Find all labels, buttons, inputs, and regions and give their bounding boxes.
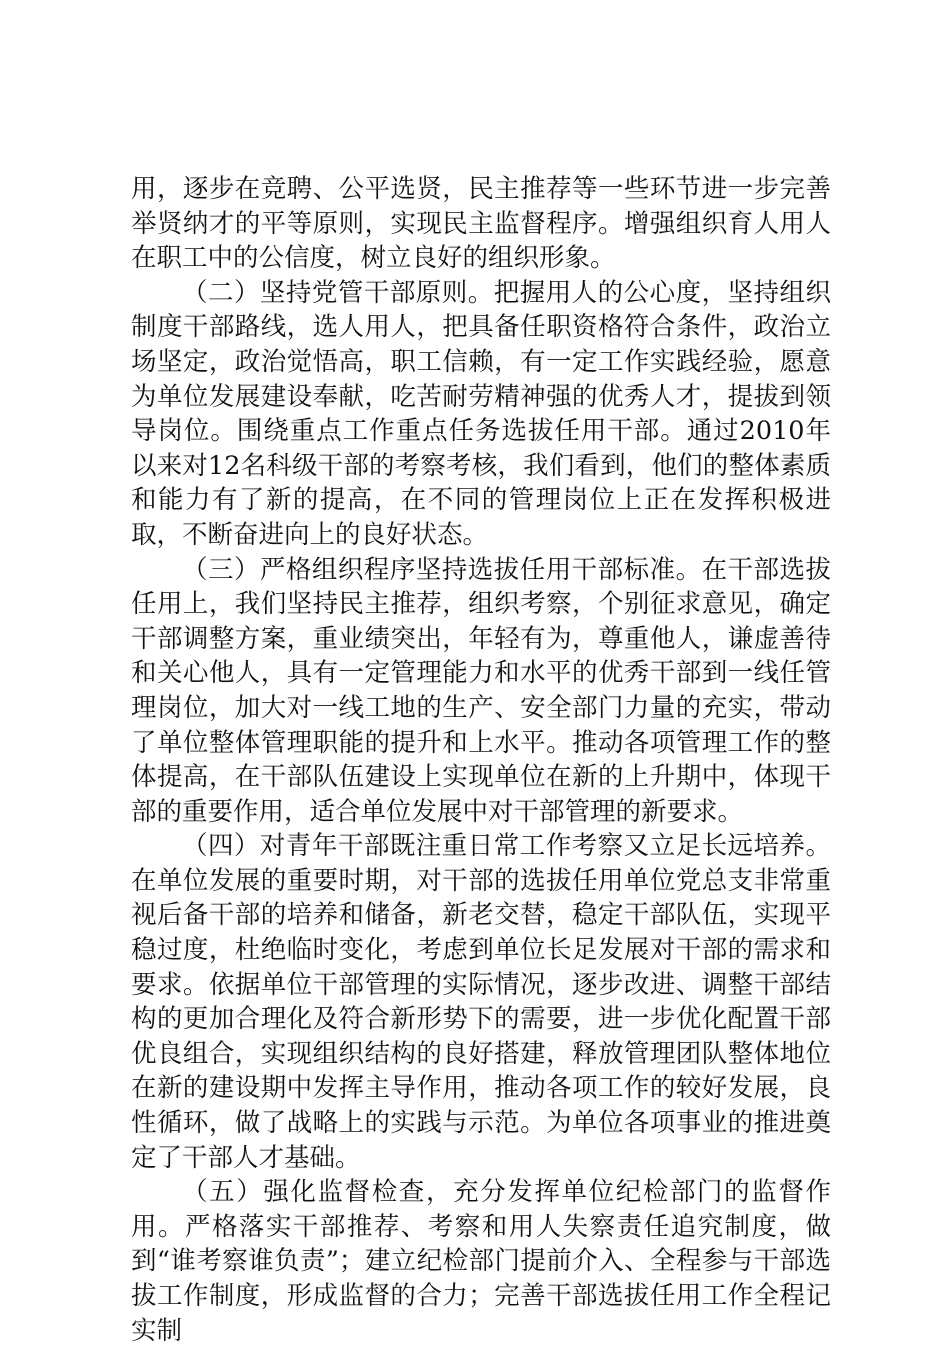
paragraph-section-5: （五）强化监督检查，充分发挥单位纪检部门的监督作用。严格落实干部推荐、考察和用人失察责任追究制度，做到“谁考察谁负责”；建立纪检部门提前介入、全程参与干部选拔工作制度，形成监督的合力；完善干部选拔任用工作全程记实制: [131, 1177, 831, 1346]
paragraph-section-3: （三）严格组织程序坚持选拔任用干部标准。在干部选拔任用上，我们坚持民主推荐，组织考察，个别征求意见，确定干部调整方案，重业绩突出，年轻有为，尊重他人，谦虚善待和关心他人，具有一定管理能力和水平的优秀干部到一线任管理岗位，加大对一线工地的生产、安全部门力量的充实，带动了单位整体管理职能的提升和上水平。推动各项管理工作的整体提高，在干部队伍建设上实现单位在新的上升期中，体现干部的重要作用，适合单位发展中对干部管理的新要求。: [131, 554, 831, 827]
paragraph-section-2: （二）坚持党管干部原则。把握用人的公心度，坚持组织制度干部路线，选人用人，把具备任职资格符合条件，政治立场坚定，政治觉悟高，职工信赖，有一定工作实践经验，愿意为单位发展建设奉献，吃苦耐劳精神强的优秀人才，提拔到领导岗位。围绕重点工作重点任务选拔任用干部。通过2010年以来对12名科级干部的考察考核，我们看到，他们的整体素质和能力有了新的提高，在不同的管理岗位上正在发挥积极进取，不断奋进向上的良好状态。: [131, 277, 831, 550]
paragraph-section-4: （四）对青年干部既注重日常工作考察又立足长远培养。在单位发展的重要时期，对干部的选拔任用单位党总支非常重视后备干部的培养和储备，新老交替，稳定干部队伍，实现平稳过度，杜绝临时变化，考虑到单位长足发展对干部的需求和要求。依据单位干部管理的实际情况，逐步改进、调整干部结构的更加合理化及符合新形势下的需要，进一步优化配置干部优良组合，实现组织结构的良好搭建，释放管理团队整体地位在新的建设期中发挥主导作用，推动各项工作的较好发展，良性循环，做了战略上的实践与示范。为单位各项事业的推进奠定了干部人才基础。: [131, 831, 831, 1173]
paragraph-continuation: 用，逐步在竞聘、公平选贤，民主推荐等一些环节进一步完善举贤纳才的平等原则，实现民主监督程序。增强组织育人用人在职工中的公信度，树立良好的组织形象。: [131, 174, 831, 274]
document-body: [131, 172, 831, 1348]
